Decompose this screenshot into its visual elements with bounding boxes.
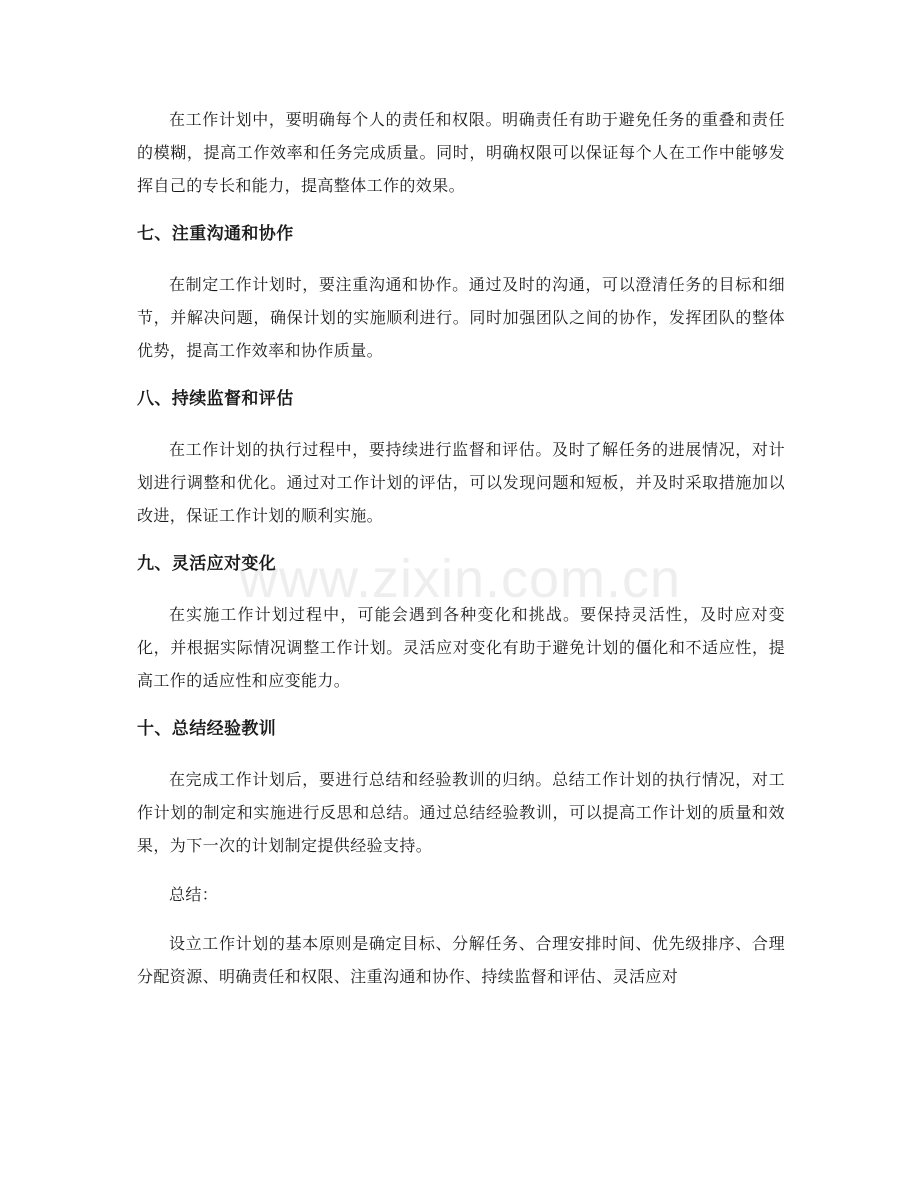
heading-section-8: 八、持续监督和评估 (137, 389, 294, 409)
watermark: www.zixin.com.cn (238, 549, 682, 609)
paragraph-responsibility: 在工作计划中，要明确每个人的责任和权限。明确责任有助于避免任务的重叠和责任的模糊，提高工作效率和任务完成质量。同时，明确权限可以保证每个人在工作中能够发挥自己的专长和能力，提高整体工作的效果。 (137, 110, 785, 195)
heading-section-9: 九、灵活应对变化 (137, 554, 277, 574)
summary-label: 总结： (169, 885, 219, 904)
paragraph-monitoring: 在工作计划的执行过程中，要持续进行监督和评估。及时了解任务的进展情况，对计划进行调整和优化。通过对工作计划的评估，可以发现问题和短板，并及时采取措施加以改进，保证工作计划的顺利实施。 (137, 440, 785, 525)
heading-section-7: 七、注重沟通和协作 (137, 224, 294, 244)
paragraph-flexibility: 在实施工作计划过程中，可能会遇到各种变化和挑战。要保持灵活性，及时应对变化，并根据实际情况调整工作计划。灵活应对变化有助于避免计划的僵化和不适应性，提高工作的适应性和应变能力。 (137, 605, 785, 690)
document-body (137, 103, 785, 993)
heading-section-10: 十、总结经验教训 (137, 719, 277, 739)
paragraph-summary: 设立工作计划的基本原则是确定目标、分解任务、合理安排时间、优先级排序、合理分配资源、明确责任和权限、注重沟通和协作、持续监督和评估、灵活应对 (137, 934, 785, 986)
paragraph-lessons: 在完成工作计划后，要进行总结和经验教训的归纳。总结工作计划的执行情况，对工作计划的制定和实施进行反思和总结。通过总结经验教训，可以提高工作计划的质量和效果，为下一次的计划制定提供经验支持。 (137, 770, 785, 855)
paragraph-communication: 在制定工作计划时，要注重沟通和协作。通过及时的沟通，可以澄清任务的目标和细节，并解决问题，确保计划的实施顺利进行。同时加强团队之间的协作，发挥团队的整体优势，提高工作效率和协作质量。 (137, 275, 785, 360)
